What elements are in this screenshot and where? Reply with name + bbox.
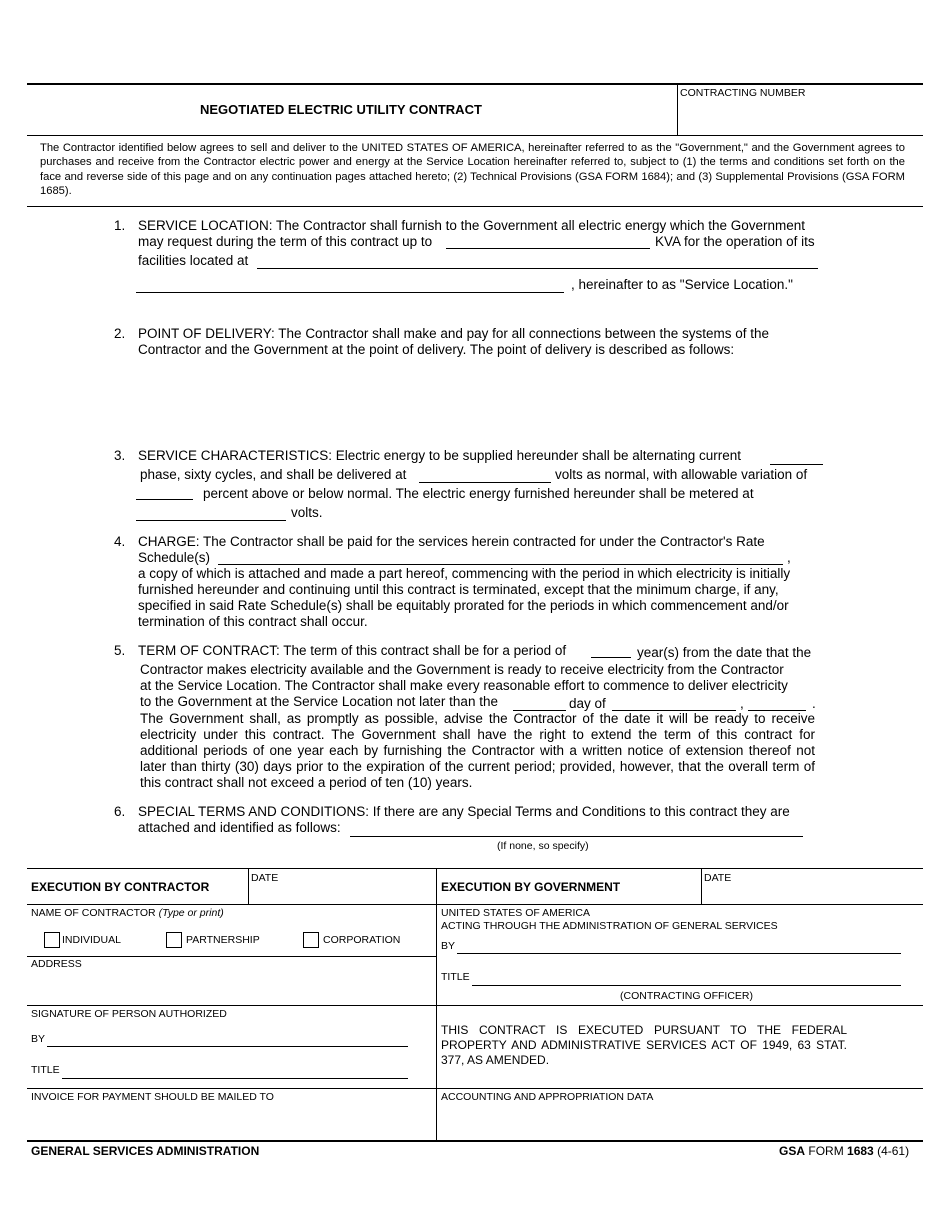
item-6-note: (If none, so specify) xyxy=(497,840,589,852)
corporation-label: CORPORATION xyxy=(323,934,401,946)
contractor-signature-field[interactable] xyxy=(47,1046,408,1047)
phase-field[interactable] xyxy=(770,464,823,465)
invoice-label: INVOICE FOR PAYMENT SHOULD BE MAILED TO xyxy=(31,1091,274,1103)
item-4-line2b: , xyxy=(787,550,791,565)
item-5-line2: Contractor makes electricity available and the Government is ready to receive electricity from the Contractor xyxy=(140,662,784,677)
contracting-officer-label: (CONTRACTING OFFICER) xyxy=(620,990,753,1002)
contractor-name-label xyxy=(31,907,224,919)
item-5-line1a: TERM OF CONTRACT: The term of this contract shall be for a period of xyxy=(138,643,567,658)
metered-volts-field[interactable] xyxy=(136,520,286,521)
address-field[interactable] xyxy=(31,972,431,1002)
item-5-line4b: day of xyxy=(569,696,606,711)
partnership-checkbox[interactable] xyxy=(166,932,182,948)
contractor-name-label-text: NAME OF CONTRACTOR xyxy=(31,907,156,919)
address-label: ADDRESS xyxy=(31,958,82,970)
header-divider xyxy=(677,84,678,136)
header-bottom-rule xyxy=(27,135,923,136)
item-1-line2b: KVA for the operation of its xyxy=(655,234,815,249)
individual-label: INDIVIDUAL xyxy=(62,934,121,946)
item-5-line4c: , xyxy=(740,696,744,711)
item-6-number: 6. xyxy=(114,804,126,819)
item-5-line4a: to the Government at the Service Location not later than the xyxy=(140,694,498,709)
rate-schedule-field[interactable] xyxy=(218,564,783,565)
contractor-date-divider xyxy=(248,868,249,904)
exec-center-divider xyxy=(436,868,437,1140)
usa-label: UNITED STATES OF AMERICA xyxy=(441,907,590,919)
acting-through-label: ACTING THROUGH THE ADMINISTRATION OF GENERAL SERVICES xyxy=(441,920,778,932)
form-identifier xyxy=(779,1144,909,1158)
government-title-label: TITLE xyxy=(441,971,470,983)
delivery-volts-field[interactable] xyxy=(419,482,551,483)
execution-by-contractor-title: EXECUTION BY CONTRACTOR xyxy=(31,880,210,894)
item-1-line1: SERVICE LOCATION: The Contractor shall furnish to the Government all electric energy which the Government xyxy=(138,218,806,233)
kva-field[interactable] xyxy=(446,248,650,249)
item-5-line4d: . xyxy=(812,696,816,711)
invoice-address-field[interactable] xyxy=(31,1105,431,1137)
item-2-number: 2. xyxy=(114,326,126,341)
contractor-name-hint: (Type or print) xyxy=(158,907,224,919)
item-1-line4: , hereinafter to as "Service Location." xyxy=(571,277,793,292)
corporation-checkbox[interactable] xyxy=(303,932,319,948)
agency-name: GENERAL SERVICES ADMINISTRATION xyxy=(31,1144,260,1158)
item-1-line2a: may request during the term of this contract up to xyxy=(138,234,433,249)
item-4-line1: CHARGE: The Contractor shall be paid for the services herein contracted for under the Contractor's Rate xyxy=(138,534,765,549)
government-signature-field[interactable] xyxy=(457,953,901,954)
individual-checkbox[interactable] xyxy=(44,932,60,948)
contractor-date-label: DATE xyxy=(251,872,279,884)
item-4-number: 4. xyxy=(114,534,126,549)
exec-top-rule xyxy=(27,868,923,869)
execution-by-government-title: EXECUTION BY GOVERNMENT xyxy=(441,880,621,894)
form-title: NEGOTIATED ELECTRIC UTILITY CONTRACT xyxy=(200,102,482,117)
item-3-line2b: volts as normal, with allowable variation of xyxy=(555,467,808,482)
contractor-date-field[interactable] xyxy=(251,884,433,902)
item-1-number: 1. xyxy=(114,218,126,233)
item-2-line2: Contractor and the Government at the point of delivery. The point of delivery is described as follows: xyxy=(138,342,735,357)
government-title-field[interactable] xyxy=(472,985,901,986)
term-years-field[interactable] xyxy=(591,657,631,658)
accounting-label: ACCOUNTING AND APPROPRIATION DATA xyxy=(441,1091,654,1103)
government-by-label: BY xyxy=(441,940,456,952)
partnership-label: PARTNERSHIP xyxy=(186,934,260,946)
signature-label: SIGNATURE OF PERSON AUTHORIZED xyxy=(31,1008,227,1020)
item-3-line2a: phase, sixty cycles, and shall be delivered at xyxy=(140,467,407,482)
form-date: (4-61) xyxy=(877,1144,910,1158)
facilities-location-field[interactable] xyxy=(257,268,818,269)
item-5-body: The Government shall, as promptly as possible, advise the Contractor of the date it will be ready to receive electricity under this contract. The Government shall have the right to extend the term of this contract for additional periods of one year each by furnishing the Contractor with a written notice of extension thereof not later than thirty (30) days prior to the expiration of the current period; provided, however, that the overall term of this contract shall not exceed a period of ten (10) years. xyxy=(140,711,815,790)
item-4-line2a: Schedule(s) xyxy=(138,550,211,565)
exec-bottom-rule xyxy=(27,1140,923,1142)
item-5-number: 5. xyxy=(114,643,126,658)
variation-percent-field[interactable] xyxy=(136,499,193,500)
item-6-line1: SPECIAL TERMS AND CONDITIONS: If there are any Special Terms and Conditions to this contract they are xyxy=(138,804,790,819)
item-6-line2: attached and identified as follows: xyxy=(138,820,341,835)
contractor-title-field[interactable] xyxy=(62,1078,408,1079)
exec-row4-rule xyxy=(27,1088,923,1089)
intro-bottom-rule xyxy=(27,206,923,207)
item-3-number: 3. xyxy=(114,448,126,463)
facilities-location-field-2[interactable] xyxy=(136,292,564,293)
item-2-line1: POINT OF DELIVERY: The Contractor shall make and pay for all connections between the systems of the xyxy=(138,326,770,341)
intro-paragraph: The Contractor identified below agrees to sell and deliver to the UNITED STATES OF AMERICA, hereinafter referred to as the "Government," and the Government agrees to purchases and receive from the Contractor electric power and energy at the Service Location hereinafter referred to, subject to (1) the terms and conditions set forth on the face and reverse side of this page and on any continuation pages attached hereto; (2) Technical Provisions (GSA FORM 1684); and (3) Supplemental Provisions (GSA FORM 1685). xyxy=(40,142,905,197)
form-number: 1683 xyxy=(847,1144,874,1158)
government-date-divider xyxy=(701,868,702,904)
contractor-title-label: TITLE xyxy=(31,1064,60,1076)
contractor-name-bottom-rule xyxy=(27,956,436,957)
item-3-line3: percent above or below normal. The electric energy furnished hereunder shall be metered at xyxy=(203,486,754,501)
item-5-line3: at the Service Location. The Contractor shall make every reasonable effort to commence to deliver electricity xyxy=(140,678,788,693)
government-date-label: DATE xyxy=(704,872,732,884)
exec-row3-rule xyxy=(27,1005,923,1006)
form-word: FORM xyxy=(808,1144,844,1158)
special-terms-field[interactable] xyxy=(350,836,803,837)
statute-text: THIS CONTRACT IS EXECUTED PURSUANT TO THE FEDERAL PROPERTY AND ADMINISTRATIVE SERVICES ACT OF 1949, 63 STAT. 377, AS AMENDED. xyxy=(441,1023,847,1067)
exec-row1-rule xyxy=(27,904,923,905)
top-rule xyxy=(27,83,923,85)
point-of-delivery-description[interactable] xyxy=(138,362,818,440)
contracting-number-label: CONTRACTING NUMBER xyxy=(680,87,806,99)
form-prefix: GSA xyxy=(779,1144,806,1158)
government-date-field[interactable] xyxy=(704,884,919,902)
accounting-field[interactable] xyxy=(441,1105,919,1137)
item-4-body: a copy of which is attached and made a part hereof, commencing with the period in which electricity is initially furnished hereunder and continuing until this contract is terminated, except that the minimum charge, if any, specified in said Rate Schedule(s) shall be equitably prorated for the periods in which commencement and/or termination of this contract shall occur. xyxy=(138,566,791,629)
contracting-number-field[interactable] xyxy=(680,100,920,134)
item-5-line1b: year(s) from the date that the xyxy=(637,645,812,660)
item-3-line1: SERVICE CHARACTERISTICS: Electric energy to be supplied hereunder shall be alternating current xyxy=(138,448,742,463)
contractor-by-label: BY xyxy=(31,1033,46,1045)
item-1-line3: facilities located at xyxy=(138,253,249,268)
item-3-line4: volts. xyxy=(291,505,323,520)
